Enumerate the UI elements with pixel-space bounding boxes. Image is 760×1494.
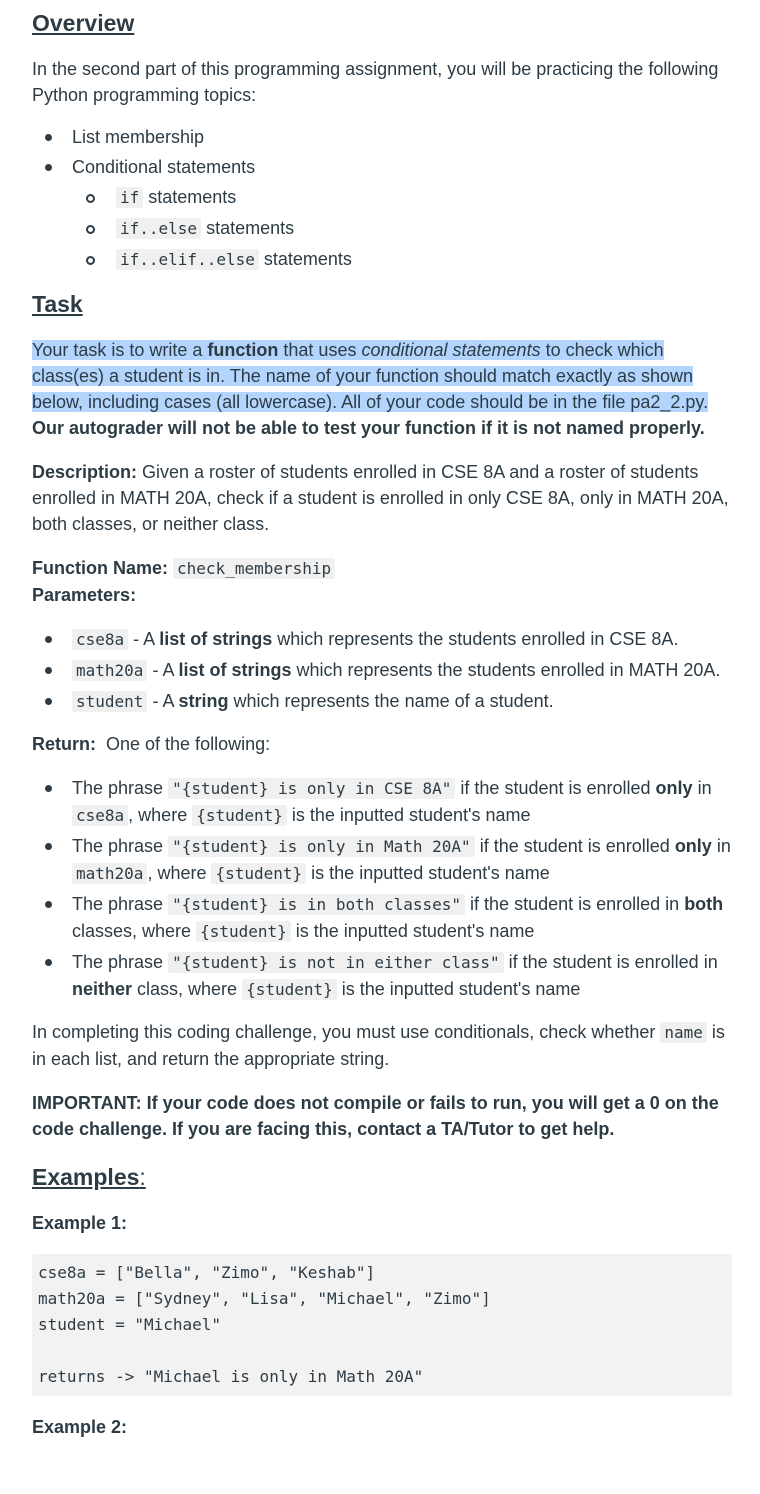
- conditional-subtopics-list: [72, 184, 732, 273]
- function-name-line: [32, 555, 732, 582]
- list-item: [72, 124, 732, 150]
- parameters-label: Parameters:: [32, 585, 137, 605]
- example-2-label: Example 2:: [32, 1417, 128, 1437]
- autograder-warning: Our autograder will not be able to test your function if it is not named properly.: [32, 418, 705, 438]
- description-label: Description:: [32, 462, 138, 482]
- code-if-else: if..else: [116, 218, 201, 239]
- parameters-list: [32, 626, 732, 715]
- example-1-label: Example 1:: [32, 1213, 128, 1233]
- function-name-code: check_membership: [173, 558, 335, 579]
- list-item: The phrase "{student} is only in CSE 8A" if the student is enrolled only in cse8a , where {student} is the inputted student's name: [72, 775, 732, 829]
- return-label: Return:: [32, 734, 96, 754]
- code-if-elif-else: if..elif..else: [116, 249, 259, 270]
- list-item: The phrase "{student} is in both classes" if the student is enrolled in both classes, where {student} is the inputted student's name: [72, 891, 732, 945]
- list-item: if..elif..else statements: [116, 246, 732, 273]
- list-item: [72, 154, 732, 273]
- topic-list-membership: List membership: [72, 127, 205, 147]
- task-paragraph: [32, 337, 732, 441]
- topics-list: [32, 124, 732, 273]
- overview-heading: Overview: [32, 10, 135, 36]
- overview-intro: In the second part of this programming assignment, you will be practicing the following Python programming topics:: [32, 59, 719, 105]
- topic-conditional-statements: Conditional statements: [72, 157, 256, 177]
- list-item: math20a - A list of strings which represents the students enrolled in MATH 20A.: [72, 657, 732, 684]
- list-item: cse8a - A list of strings which represents the students enrolled in CSE 8A.: [72, 626, 732, 653]
- selected-text: Your task is to write a function that uses conditional statements to check which class(es) a student is in. The name of your function should match exactly as shown below, including cases (all lowercase). All of your code should be in the file pa2_2.py.: [32, 340, 709, 412]
- returns-list: [32, 775, 732, 1003]
- completing-paragraph: In completing this coding challenge, you must use conditionals, check whether name is in each list, and return the appropriate string.: [32, 1022, 725, 1069]
- function-name-label: Function Name:: [32, 558, 169, 578]
- list-item: The phrase "{student} is only in Math 20A" if the student is enrolled only in math20a , where {student} is the inputted student's name: [72, 833, 732, 887]
- important-notice: IMPORTANT: If your code does not compile or fails to run, you will get a 0 on the code challenge. If you are facing this, contact a TA/Tutor to get help.: [32, 1093, 719, 1139]
- task-heading: Task: [32, 291, 83, 317]
- list-item: if..else statements: [116, 215, 732, 242]
- return-line: Return: One of the following:: [32, 734, 271, 754]
- code-if: if: [116, 187, 143, 208]
- list-item: student - A string which represents the name of a student.: [72, 688, 732, 715]
- examples-heading: Examples:: [32, 1164, 146, 1190]
- description-paragraph: Description: Given a roster of students enrolled in CSE 8A and a roster of students enrolled in MATH 20A, check if a student is enrolled in only CSE 8A, only in MATH 20A, both classes, or neither class.: [32, 462, 729, 534]
- example-1-code-block: cse8a = ["Bella", "Zimo", "Keshab"] math20a = ["Sydney", "Lisa", "Michael", "Zimo"] student = "Michael" returns -> "Michael is only in Math 20A": [32, 1254, 732, 1396]
- list-item: if statements: [116, 184, 732, 211]
- list-item: The phrase "{student} is not in either class" if the student is enrolled in neither class, where {student} is the inputted student's name: [72, 949, 732, 1003]
